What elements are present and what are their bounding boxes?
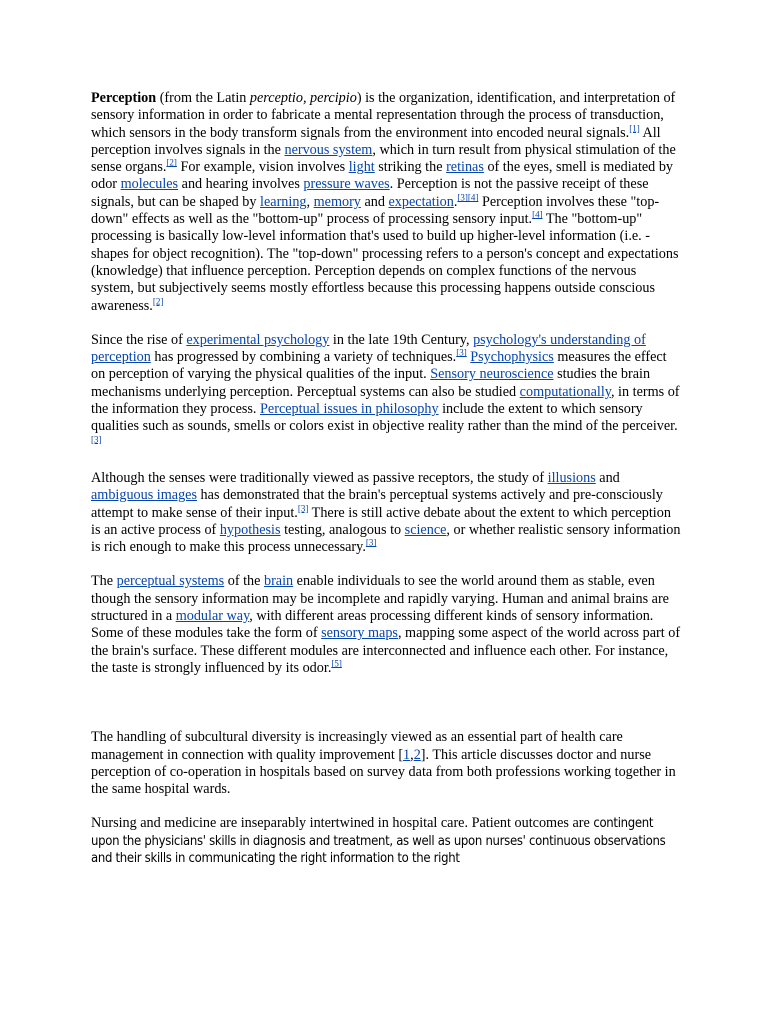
text: , which in turn result from physical stimulation of the sense organs. bbox=[91, 141, 676, 176]
link-psychology-understanding[interactable]: psychology's understanding of perception bbox=[91, 331, 646, 366]
text: contingent upon the physicians' skills in diagnosis and treatment, as well as upon nurses' continuous observations and their skills in communicating the right information to the right bbox=[91, 816, 666, 866]
citation-link[interactable]: [3] bbox=[91, 433, 102, 444]
link-memory[interactable]: memory bbox=[313, 193, 361, 210]
text: The "bottom-up" processing is basically low-level information that's used to build up higher-level information (i.e. - shapes for object recognition). The "top-down" processing refers to a person's concept and expectations (knowledge) that influence perception. Perception depends on complex functions of the nervous system, but subjectively seems mostly effortless because this processing happens outside conscious awareness. bbox=[91, 211, 679, 314]
paragraph-perceptual-systems bbox=[91, 573, 681, 677]
text: studies the brain mechanisms underlying perception. Perceptual systems can also be studied bbox=[91, 366, 651, 400]
link-perceptual-issues[interactable]: Perceptual issues in philosophy bbox=[260, 401, 439, 418]
link-light[interactable]: light bbox=[348, 159, 375, 176]
citation-link[interactable]: [3] bbox=[365, 537, 377, 548]
link-computationally[interactable]: computationally bbox=[519, 383, 611, 400]
text: , bbox=[410, 746, 414, 763]
citation-link[interactable]: [5] bbox=[331, 658, 342, 669]
citation-link[interactable]: [2] bbox=[166, 157, 177, 168]
text: Perception involves these "top-down" effects as well as the "bottom-up" process of processing sensory input. bbox=[91, 193, 660, 228]
text: and bbox=[595, 469, 620, 486]
reference-link-2[interactable]: 2 bbox=[413, 746, 421, 763]
citation-link[interactable]: [3] bbox=[297, 502, 309, 513]
citation-link[interactable]: [3] bbox=[456, 347, 467, 358]
text: measures the effect on perception of varying the physical qualities of the input. bbox=[91, 349, 667, 383]
text: enable individuals to see the world around them as stable, even though the sensory information may be incomplete and rapidly varying. Human and animal brains are structured in a bbox=[91, 573, 669, 625]
text: testing, analogous to bbox=[280, 521, 405, 538]
link-experimental-psychology[interactable]: experimental psychology bbox=[186, 331, 330, 348]
link-molecules[interactable]: molecules bbox=[120, 176, 179, 193]
text: of the eyes, smell is mediated by odor bbox=[91, 159, 674, 193]
paragraph-nursing-medicine bbox=[91, 815, 681, 867]
text: has demonstrated that the brain's perceptual systems actively and pre-consciously attempt to make sense of their input. bbox=[91, 487, 663, 521]
paragraph-active-perception bbox=[91, 470, 681, 556]
link-expectation[interactable]: expectation bbox=[388, 193, 454, 210]
text: and bbox=[360, 193, 389, 210]
text: in the late 19th Century, bbox=[329, 331, 474, 348]
link-perceptual-systems[interactable]: perceptual systems bbox=[116, 573, 225, 590]
text: , in terms of the information they process. bbox=[91, 383, 680, 418]
term-perception: Perception bbox=[91, 90, 157, 106]
link-modular-way[interactable]: modular way bbox=[175, 608, 250, 625]
link-sensory-maps[interactable]: sensory maps bbox=[321, 625, 398, 642]
text: has progressed by combining a variety of techniques. bbox=[150, 349, 457, 366]
text: Since the rise of bbox=[91, 331, 187, 348]
text: ]. This article discusses doctor and nurse perception of co-operation in hospitals based on survey data from both professions working together in the same hospital wards. bbox=[91, 746, 676, 798]
reference-link-1[interactable]: 1 bbox=[403, 746, 411, 763]
text: Nursing and medicine are inseparably intertwined in hospital care. Patient outcomes are bbox=[91, 815, 594, 832]
link-learning[interactable]: learning bbox=[260, 193, 307, 210]
paragraph-perception-definition bbox=[91, 90, 681, 315]
text: There is still active debate about the extent to which perception is an active process of bbox=[91, 504, 671, 538]
paragraph-subcultural-diversity bbox=[91, 729, 681, 798]
link-ambiguous-images[interactable]: ambiguous images bbox=[91, 487, 197, 504]
text: Although the senses were traditionally viewed as passive receptors, the study of bbox=[91, 469, 548, 486]
text: striking the bbox=[374, 159, 447, 176]
citation-link[interactable]: [2] bbox=[152, 295, 164, 306]
link-brain[interactable]: brain bbox=[263, 573, 294, 590]
link-science[interactable]: science bbox=[404, 521, 447, 538]
text: , with different areas processing different kinds of sensory information. Some of these modules take the form of bbox=[91, 608, 654, 642]
latin-term: perceptio, percipio bbox=[249, 90, 357, 106]
text: (from the Latin bbox=[156, 90, 250, 106]
text: include the extent to which sensory qualities such as sounds, smells or colors exist in objective reality rather than the mind of the perceiver. bbox=[91, 401, 678, 435]
text: , or whether realistic sensory information is rich enough to make this process unnecessary. bbox=[91, 521, 681, 556]
citation-link[interactable]: [4] bbox=[532, 209, 543, 220]
link-hypothesis[interactable]: hypothesis bbox=[219, 521, 281, 538]
text: of the bbox=[224, 573, 264, 590]
text: For example, vision involves bbox=[176, 159, 349, 176]
link-retinas[interactable]: retinas bbox=[446, 159, 484, 176]
text: , mapping some aspect of the world across part of the brain's surface. These different modules are interconnected and influence each other. For instance, the taste is strongly influenced by its odor. bbox=[91, 625, 681, 676]
citation-link[interactable]: [3][4] bbox=[457, 192, 479, 203]
text: ) is the organization, identification, and interpretation of sensory information in order to fabricate a mental representation through the process of transduction, which sensors in the body transform signals from the environment into encoded neural signals. bbox=[91, 90, 676, 141]
link-psychophysics[interactable]: Psychophysics bbox=[470, 349, 554, 366]
text: , bbox=[306, 193, 314, 210]
text: The handling of subcultural diversity is increasingly viewed as an essential part of health care management in connection with quality improvement [ bbox=[91, 729, 623, 763]
link-pressure-waves[interactable]: pressure waves bbox=[303, 176, 390, 193]
paragraph-history bbox=[91, 332, 681, 453]
link-illusions[interactable]: illusions bbox=[547, 469, 596, 486]
article-body bbox=[91, 90, 681, 867]
text: All perception involves signals in the bbox=[91, 124, 661, 158]
link-nervous-system[interactable]: nervous system bbox=[284, 141, 373, 158]
link-sensory-neuroscience[interactable]: Sensory neuroscience bbox=[430, 366, 554, 383]
text: and hearing involves bbox=[178, 176, 304, 193]
text: . bbox=[453, 193, 458, 210]
text: The bbox=[91, 573, 117, 590]
citation-link[interactable]: [1] bbox=[629, 122, 640, 133]
text: . Perception is not the passive receipt of these signals, but can be shaped by bbox=[91, 176, 649, 210]
